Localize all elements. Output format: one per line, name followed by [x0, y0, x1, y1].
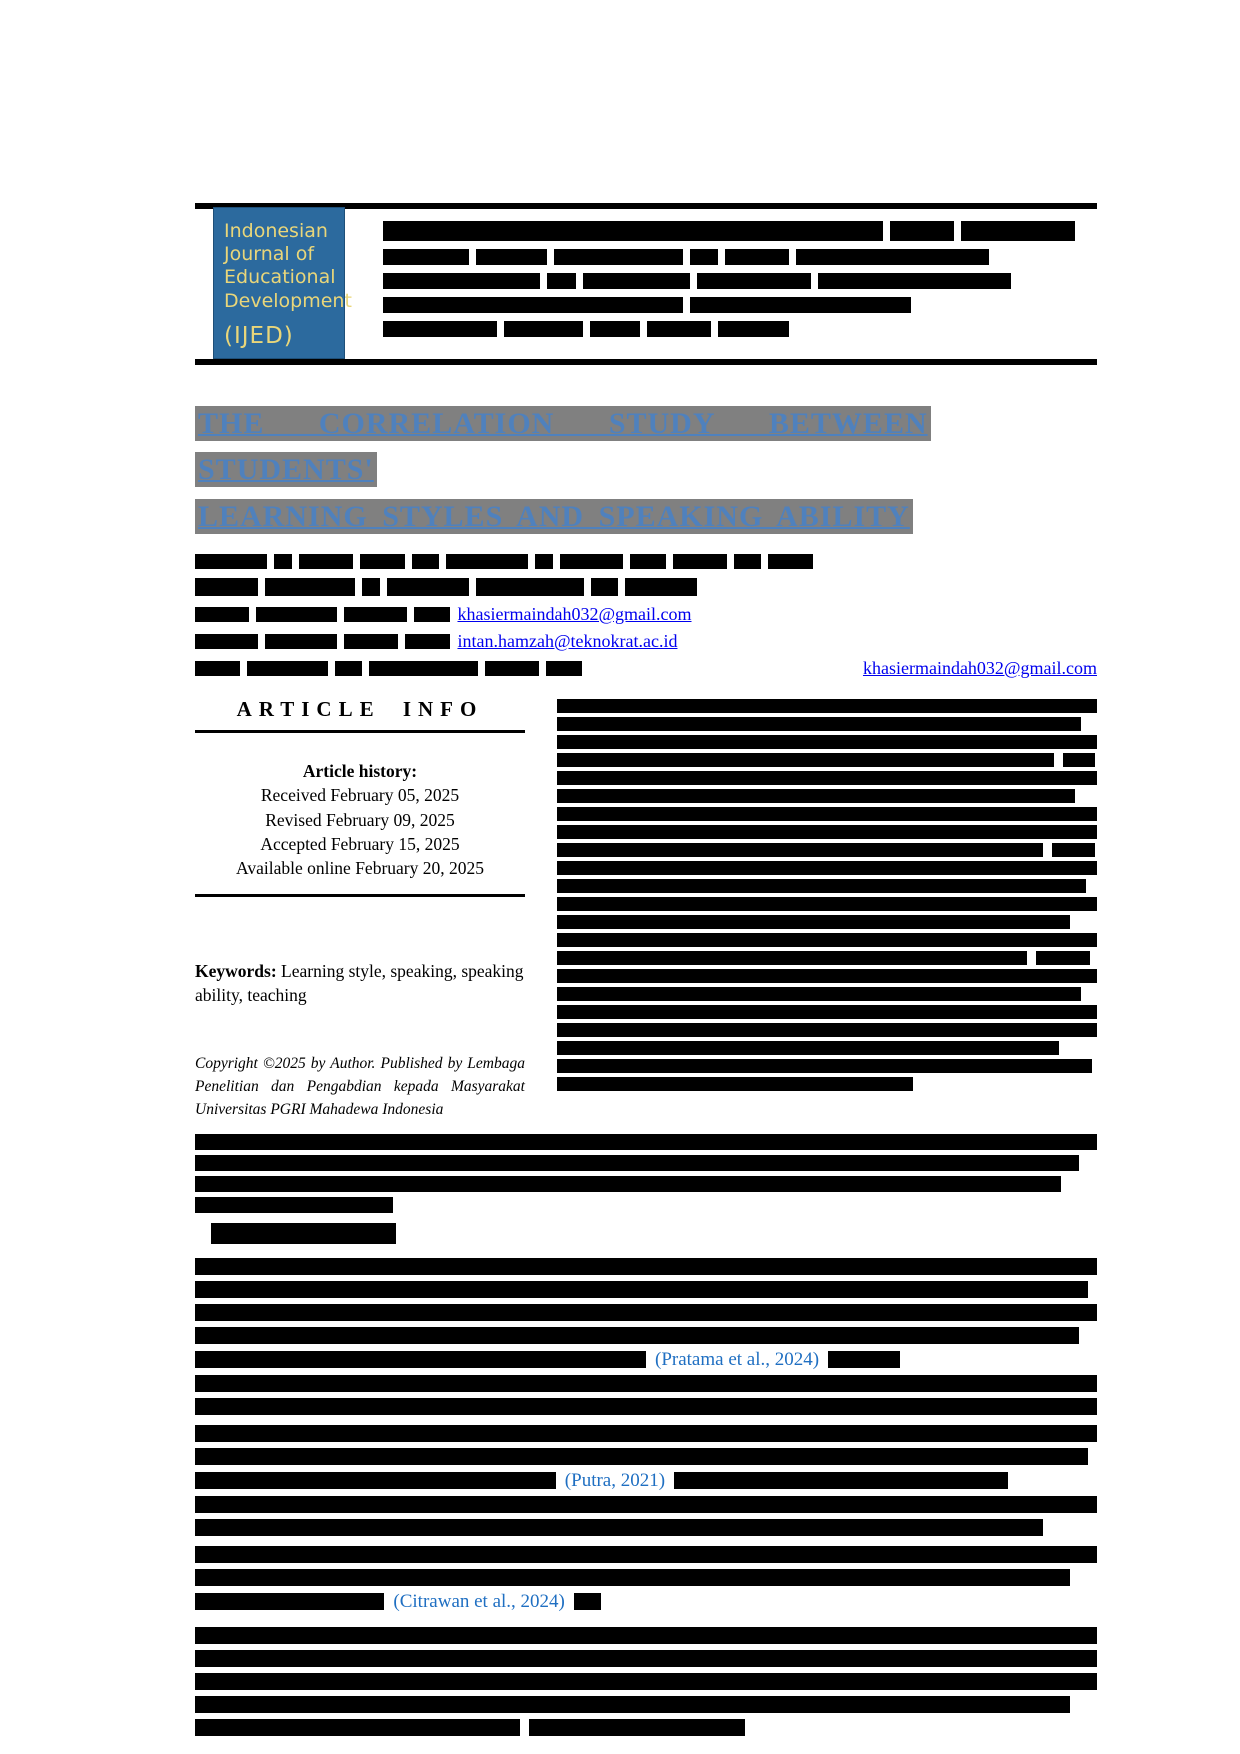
citation-suggestion-redacted	[195, 1134, 1097, 1213]
corresponding-email[interactable]: khasiermaindah032@gmail.com	[862, 658, 1097, 679]
paragraph-redacted-lines	[195, 1258, 1097, 1344]
citation-line	[195, 1350, 1097, 1369]
history-revised: Revised February 09, 2025	[265, 809, 455, 830]
info-abstract-section	[195, 697, 1097, 1121]
paragraph-redacted-lines	[195, 1375, 1097, 1415]
article-info-rule-bottom	[195, 894, 525, 897]
citation-link-citrawan[interactable]: (Citrawan et al., 2024)	[393, 1590, 565, 1612]
paragraph-redacted-lines	[195, 1425, 1097, 1465]
corresponding-author-row	[195, 659, 1097, 677]
article-title-line-1: THE CORRELATION STUDY BETWEEN STUDENTS'	[195, 406, 931, 488]
author-email-2[interactable]: intan.hamzah@teknokrat.ac.id	[457, 631, 678, 652]
paragraph-redacted-lines	[195, 1627, 1097, 1713]
history-available-online: Available online February 20, 2025	[235, 857, 485, 878]
author-affiliation-row	[195, 632, 1097, 650]
article-info-panel	[195, 697, 525, 1121]
author-affiliation-row	[195, 605, 1097, 623]
keywords-block	[195, 959, 525, 1008]
body-paragraph-1	[195, 1258, 1097, 1415]
journal-logo	[213, 207, 352, 359]
citation-link-pratama[interactable]: (Pratama et al., 2024)	[655, 1348, 820, 1370]
paragraph-redacted-lines	[195, 1496, 1097, 1536]
body-paragraph-4	[195, 1627, 1097, 1736]
authors-block	[195, 554, 1097, 677]
article-history-label: Article history:	[302, 761, 418, 782]
article-title-line-2: LEARNING STYLES AND SPEAKING ABILITY	[195, 499, 913, 534]
citation-link-putra[interactable]: (Putra, 2021)	[564, 1469, 666, 1491]
keywords-text: Learning style, speaking, speaking ability, teaching	[195, 960, 524, 1006]
history-accepted: Accepted February 15, 2025	[260, 833, 460, 854]
logo-line: Journal of	[224, 243, 315, 266]
citation-line	[195, 1592, 1097, 1611]
article-history	[195, 759, 525, 880]
article-info-rule-top	[195, 730, 525, 733]
citation-line	[195, 1471, 1097, 1490]
paragraph-last-line	[195, 1719, 1097, 1736]
author-email-1[interactable]: khasiermaindah032@gmail.com	[457, 604, 692, 625]
article-info-heading: ARTICLE INFO	[236, 697, 484, 722]
logo-line: Indonesian	[224, 220, 328, 242]
authors-redacted-row	[195, 554, 1097, 569]
section-heading-redacted	[211, 1223, 396, 1244]
journal-meta-redacted	[383, 209, 1097, 359]
authors-redacted-row	[195, 578, 1097, 596]
copyright-notice: Copyright ©2025 by Author. Published by Lembaga Penelitian dan Pengabdian kepada Masyarakat Universitas PGRI Mahadewa Indonesia	[195, 1054, 525, 1119]
abstract-redacted	[557, 699, 1097, 1121]
logo-line: Development	[224, 289, 352, 312]
history-received: Received February 05, 2025	[260, 785, 460, 806]
logo-acronym: (IJED)	[224, 322, 294, 349]
paragraph-redacted-lines	[195, 1546, 1097, 1586]
journal-header	[195, 203, 1097, 365]
header-bottom-rule	[195, 359, 1097, 365]
body-paragraph-3	[195, 1546, 1097, 1611]
logo-line: Educational	[224, 266, 336, 289]
article-title	[195, 401, 1097, 541]
body-paragraph-2	[195, 1425, 1097, 1536]
keywords-label: Keywords:	[195, 960, 277, 981]
